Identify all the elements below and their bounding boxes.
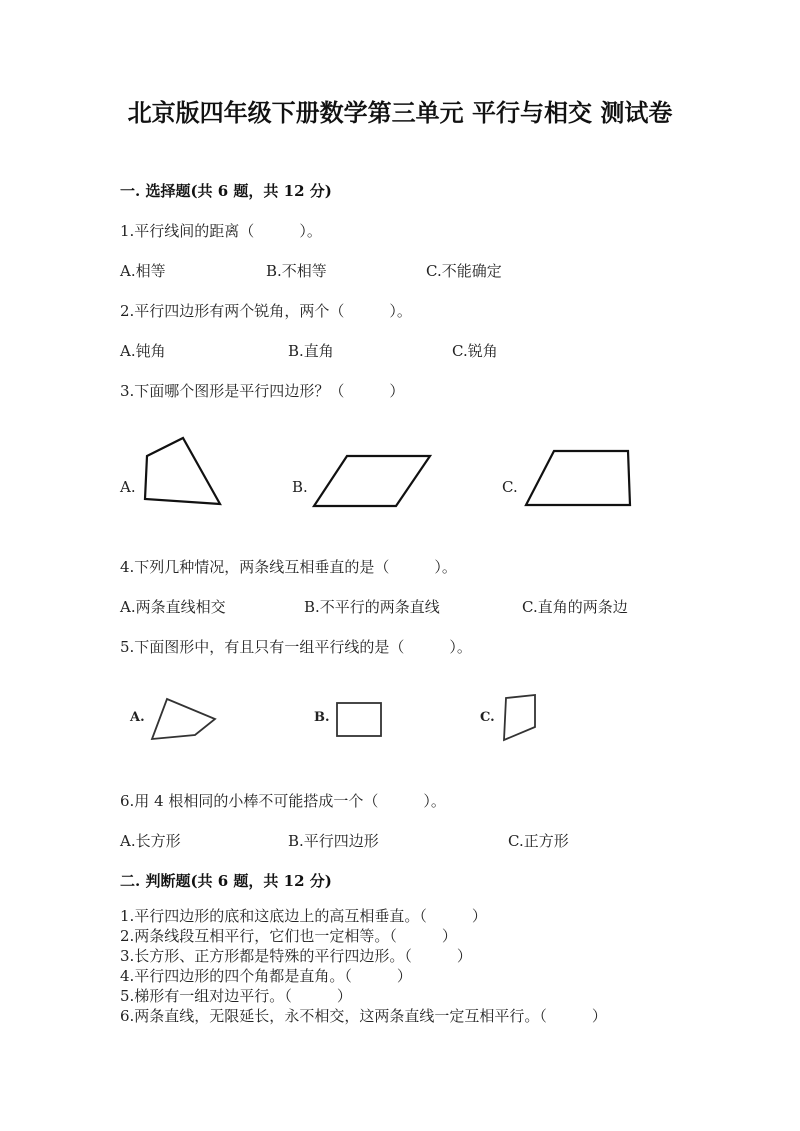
q5-figure-label-c: C. — [480, 710, 495, 725]
rectangle-icon[interactable] — [334, 700, 386, 740]
trapezoid-icon[interactable] — [500, 692, 542, 742]
q4-option-a[interactable]: A.两条直线相交 — [120, 598, 226, 616]
trapezoid-icon[interactable] — [522, 446, 637, 510]
q3-figure-label-c: C. — [502, 478, 518, 496]
q2-option-b[interactable]: B.直角 — [288, 342, 334, 360]
judgement-item: 3.长方形、正方形都是特殊的平行四边形。（ ） — [120, 947, 472, 965]
q3-figure-label-a: A. — [120, 478, 136, 496]
judgement-item: 5.梯形有一组对边平行。（ ） — [120, 987, 352, 1005]
judgement-item: 1.平行四边形的底和这底边上的高互相垂直。（ ） — [120, 907, 487, 925]
q2-option-a[interactable]: A.钝角 — [120, 342, 166, 360]
q1-option-c[interactable]: C.不能确定 — [426, 262, 502, 280]
q4-option-c[interactable]: C.直角的两条边 — [522, 598, 628, 616]
parallelogram-icon[interactable] — [310, 450, 435, 512]
question-5: 5.下面图形中，有且只有一组平行线的是（ ）。 — [120, 638, 472, 656]
q4-option-b[interactable]: B.不平行的两条直线 — [304, 598, 440, 616]
page-title: 北京版四年级下册数学第三单元 平行与相交 测试卷 — [127, 98, 673, 127]
q1-option-b[interactable]: B.不相等 — [266, 262, 327, 280]
question-2: 2.平行四边形有两个锐角，两个（ ）。 — [120, 302, 412, 320]
question-1: 1.平行线间的距离（ ）。 — [120, 222, 322, 240]
q6-option-b[interactable]: B.平行四边形 — [288, 832, 379, 850]
section-heading-judgement: 二. 判断题(共 6 题，共 12 分) — [120, 872, 332, 890]
q5-figure-label-b: B. — [314, 710, 330, 725]
q3-figure-label-b: B. — [292, 478, 308, 496]
question-4: 4.下列几种情况，两条线互相垂直的是（ ）。 — [120, 558, 457, 576]
judgement-item: 6.两条直线，无限延长，永不相交，这两条直线一定互相平行。（ ） — [120, 1007, 607, 1025]
q5-figure-label-a: A. — [130, 710, 145, 725]
q1-option-a[interactable]: A.相等 — [120, 262, 166, 280]
question-6: 6.用 4 根相同的小棒不可能搭成一个（ ）。 — [120, 792, 446, 810]
q6-option-c[interactable]: C.正方形 — [508, 832, 569, 850]
judgement-item: 4.平行四边形的四个角都是直角。（ ） — [120, 967, 412, 985]
q2-option-c[interactable]: C.锐角 — [452, 342, 498, 360]
judgement-list — [120, 906, 607, 1026]
irregular-quadrilateral-icon[interactable] — [148, 695, 223, 743]
question-3: 3.下面哪个图形是平行四边形？（ ） — [120, 382, 405, 400]
judgement-item: 2.两条线段互相平行，它们也一定相等。（ ） — [120, 927, 457, 945]
irregular-quadrilateral-icon[interactable] — [140, 432, 230, 512]
q6-option-a[interactable]: A.长方形 — [120, 832, 181, 850]
section-heading-choice: 一. 选择题(共 6 题，共 12 分) — [120, 182, 332, 200]
